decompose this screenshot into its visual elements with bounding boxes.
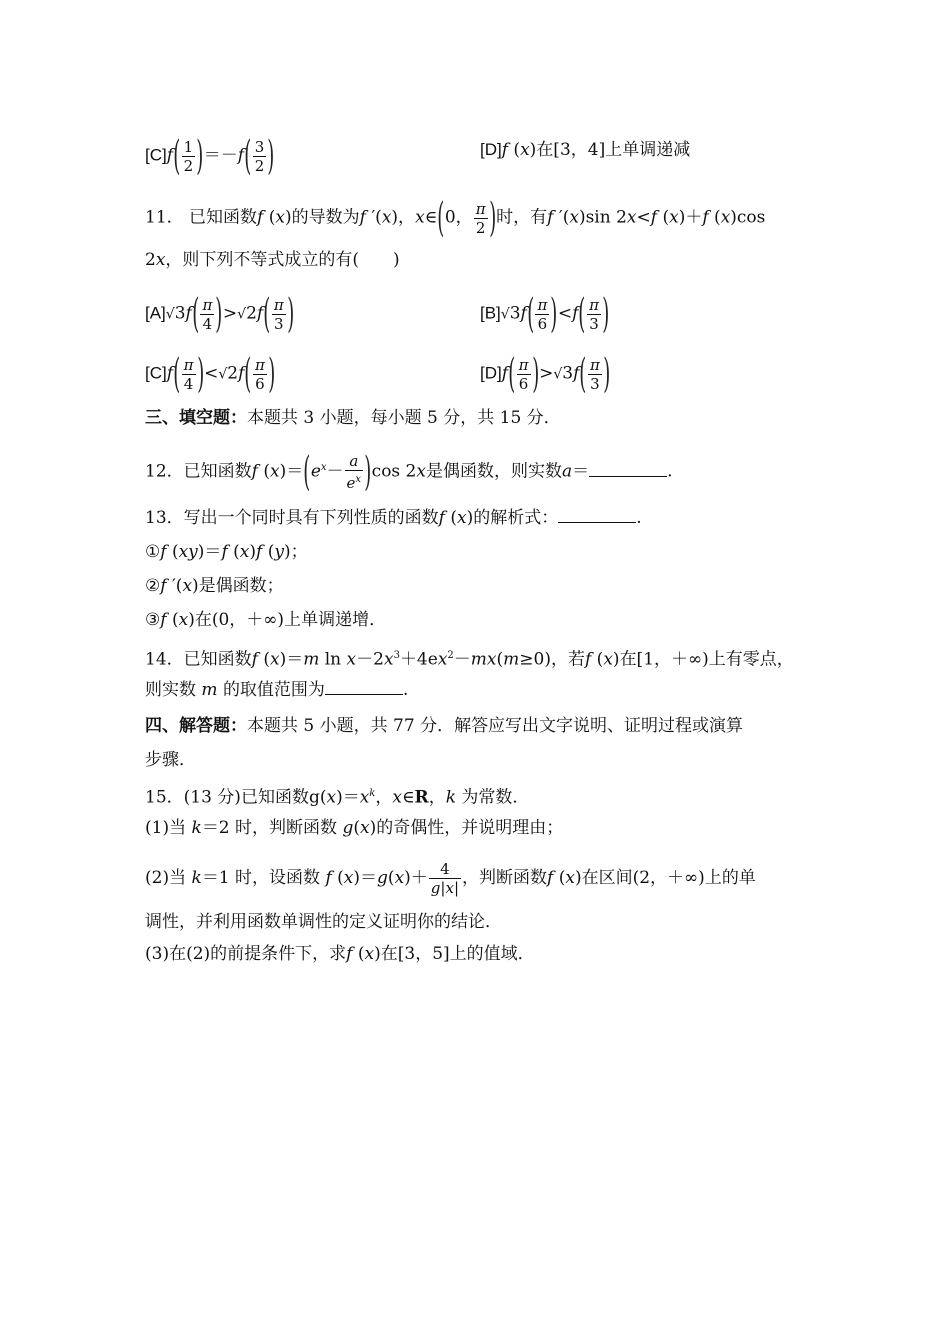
- property-text: 是偶函数；: [198, 576, 284, 596]
- part-label: (2)当: [145, 868, 187, 888]
- q13: 13．写出一个同时具有下列性质的函数f (x)的解析式： .: [145, 508, 642, 528]
- q11-stem-cont: 2x，则下列不等式成立的有( ): [145, 250, 400, 270]
- q13-text-b: 的解析式：: [473, 508, 559, 528]
- part-text: 调性，并利用函数单调性的定义证明你的结论．: [145, 912, 502, 932]
- q14-cont: 则实数 m 的取值范围为 .: [145, 680, 409, 700]
- section-4-cont: [145, 748, 196, 772]
- q13-property-3: ③f (x)在(0，＋∞)上单调递增．: [145, 610, 387, 630]
- q13-property-2: ②f ′(x)是偶函数；: [145, 576, 284, 596]
- answer-blank[interactable]: [558, 506, 636, 523]
- option-text: 在[3，4]上单调递减: [536, 140, 691, 160]
- q14-text-a: 已知函数: [183, 649, 252, 670]
- question-number: 11．: [145, 207, 184, 228]
- section-title: 三、填空题：: [145, 408, 247, 427]
- q15-part-2: (2)当 k＝1 时，设函数 f (x)＝g(x)＋ $\frac{4}{g|x|}$ ，判断函数f (x)在区间(2，＋∞)上的单: [145, 860, 756, 897]
- q11-text-c: 时，有: [496, 207, 548, 228]
- q11-option-a: [A]√3f( $\frac{\pi}{4}$ )>√2f( $\frac{\pi}{3}$ ): [145, 291, 295, 337]
- q13-property-1: ①f (xy)＝f (x)f (y)；: [145, 542, 308, 562]
- property-marker: ②: [145, 576, 161, 596]
- part-text: ，判断函数: [462, 868, 547, 888]
- answer-blank[interactable]: [325, 678, 403, 695]
- q15-part-3: (3)在(2)的前提条件下，求f (x)在[3，5]上的值域．: [145, 944, 535, 964]
- option-label: [B]: [480, 303, 501, 323]
- section-3-heading: [145, 406, 561, 430]
- part-text: 的奇偶性，并说明理由；: [376, 818, 564, 838]
- section-title: 四、解答题：: [145, 716, 247, 735]
- question-number: 15．: [145, 787, 184, 808]
- option-label: [D]: [480, 140, 502, 159]
- option-label: [C]: [145, 363, 167, 383]
- property-text: 在(0，＋∞)上单调递增．: [194, 610, 387, 630]
- q11-text-b: 的导数为: [291, 207, 360, 228]
- q10-option-d: [D]f (x)在[3，4]上单调递减: [480, 140, 691, 160]
- section-4-heading: [145, 714, 743, 738]
- section-text: 本题共 3 小题，每小题 5 分，共 15 分．: [247, 408, 561, 428]
- option-label: [D]: [480, 363, 502, 383]
- q12-text-a: 已知函数: [183, 461, 252, 482]
- q15-part-1: (1)当 k＝2 时，判断函数 g(x)的奇偶性，并说明理由；: [145, 818, 564, 838]
- q14-text-e: 的取值范围为: [222, 680, 325, 700]
- question-number: 13．: [145, 508, 184, 528]
- part-text: 在[3，5]上的值域．: [380, 944, 535, 964]
- q14-text-c: 在[1，＋∞)上有零点，: [619, 649, 794, 670]
- q12-text-b: 是偶函数，则实数: [425, 461, 562, 482]
- q11-option-d: [D]f( $\frac{\pi}{6}$ )>√3f( $\frac{\pi}{3}$ ): [480, 351, 611, 397]
- property-marker: ①: [145, 542, 161, 562]
- part-label: (3)在(2)的前提条件下，求: [145, 944, 347, 964]
- property-marker: ③: [145, 610, 161, 630]
- q11-text-a: 已知函数: [189, 207, 258, 228]
- q15-text-a: (13 分)已知函数: [183, 787, 309, 808]
- q15-text-b: 为常数．: [461, 787, 530, 808]
- part-label: (1)当: [145, 818, 187, 838]
- question-number: 12．: [145, 461, 184, 482]
- q11-option-b: [B]√3f( $\frac{\pi}{6}$ )<f( $\frac{\pi}{3}$ ): [480, 291, 610, 337]
- part-text: 时，设函数: [235, 868, 321, 888]
- part-text: 在区间(2，＋∞)上的单: [581, 868, 756, 888]
- q14-text-d: 则实数: [145, 680, 196, 700]
- q11-stem: 11． 已知函数f (x)的导数为f ′(x)，x∈(0， $\frac{\pi}{2}$ )时，有f ′(x)sin 2x<f (x)＋f (x)cos: [145, 195, 766, 241]
- q13-text: 写出一个同时具有下列性质的函数: [183, 508, 439, 528]
- answer-blank[interactable]: [589, 460, 667, 477]
- section-text: 步骤．: [145, 750, 196, 770]
- q11-text-cont: ，则下列不等式成立的有( ): [165, 250, 400, 270]
- q15: 15．(13 分)已知函数$g(x)=x^k$，x∈R，k 为常数．: [145, 787, 530, 808]
- q12: 12．已知函数f $(x)=(e^x-$ $\frac{a}{e^x}$ )cos 2x是偶函数，则实数a＝ .: [145, 449, 673, 495]
- option-label: [C]: [145, 145, 167, 165]
- option-label: [A]: [145, 303, 166, 323]
- q11-option-c: [C]f( $\frac{\pi}{4}$ )<√2f( $\frac{\pi}{6}$ ): [145, 351, 276, 397]
- part-text: 时，判断函数: [235, 818, 338, 838]
- q10-option-c: [C]f( $\frac{1}{2}$ )＝－f( $\frac{3}{2}$ ): [145, 133, 275, 179]
- q14-text-b: ，若: [550, 649, 585, 670]
- q14: 14．已知函数f (x)＝m $\ln x-2x^3+4ex^2-mx(m\ge 0)$，若f (x)在[1，＋∞)上有零点，: [145, 649, 794, 670]
- question-number: 14．: [145, 649, 184, 670]
- section-text: 本题共 5 小题，共 77 分．解答应写出文字说明、证明过程或演算: [247, 716, 744, 736]
- q15-part-2-cont: [145, 910, 502, 934]
